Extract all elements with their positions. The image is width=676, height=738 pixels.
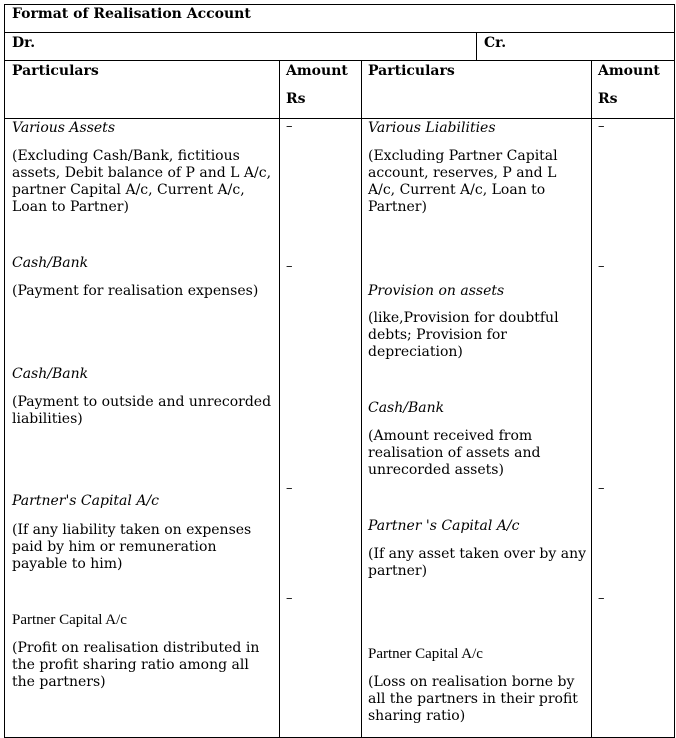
left-entry-line: (Payment for realisation expenses) xyxy=(12,283,259,299)
center-divider xyxy=(361,60,362,738)
right-entry-line: (If any asset taken over by any xyxy=(368,546,586,562)
amount-dash: – xyxy=(598,591,605,606)
left-entry-line: the profit sharing ratio among all xyxy=(12,657,249,673)
amount-dash: – xyxy=(598,119,605,134)
right-entry-line: all the partners in their profit xyxy=(368,691,578,707)
right-entry-line: (Excluding Partner Capital xyxy=(368,148,558,164)
left-entry-line: payable to him) xyxy=(12,556,123,572)
amount-dash: – xyxy=(286,119,293,134)
page-title: Format of Realisation Account xyxy=(12,6,251,22)
left-entry-line: partner Capital A/c, Current A/c, xyxy=(12,182,245,198)
right-entry-line: (like,Provision for doubtful xyxy=(368,310,559,326)
left-entry-heading: Partner's Capital A/c xyxy=(12,493,159,509)
right-entry-line: unrecorded assets) xyxy=(368,462,504,478)
left-entry-line: (Profit on realisation distributed in xyxy=(12,640,260,656)
left-entry-heading: Cash/Bank xyxy=(12,255,89,271)
right-entry-line: account, reserves, P and L xyxy=(368,165,557,181)
right-entry-line: A/c, Current A/c, Loan to xyxy=(368,182,546,198)
header-row-divider xyxy=(4,118,675,119)
left-entry-line: the partners) xyxy=(12,674,106,690)
right-entry-heading: Partner 's Capital A/c xyxy=(368,518,520,534)
left-entry-line: Loan to Partner) xyxy=(12,199,129,215)
drcr-row-divider xyxy=(4,60,675,61)
left-entry-heading: Various Assets xyxy=(12,120,115,136)
left-entry-heading: Partner Capital A/c xyxy=(12,612,127,628)
right-entry-line: realisation of assets and xyxy=(368,445,541,461)
right-entry-line: depreciation) xyxy=(368,344,463,360)
left-entry-line: assets, Debit balance of P and L A/c, xyxy=(12,165,272,181)
header-particulars-left: Particulars xyxy=(12,63,99,79)
amount-dash: – xyxy=(286,259,293,274)
header-amount-left-unit: Rs xyxy=(286,91,306,107)
drcr-divider xyxy=(476,32,477,60)
right-entry-line: partner) xyxy=(368,563,428,579)
amount-dash: – xyxy=(286,481,293,496)
right-entry-line: sharing ratio) xyxy=(368,708,466,724)
left-entry-line: liabilities) xyxy=(12,411,83,427)
right-entry-line: debts; Provision for xyxy=(368,327,507,343)
left-entry-line: (If any liability taken on expenses xyxy=(12,522,252,538)
left-entry-line: paid by him or remuneration xyxy=(12,539,217,555)
right-entry-heading: Provision on assets xyxy=(368,283,505,299)
right-entry-heading: Cash/Bank xyxy=(368,400,445,416)
right-entry-line: (Amount received from xyxy=(368,428,533,444)
right-entry-heading: Various Liabilities xyxy=(368,120,496,136)
amount-dash: – xyxy=(598,481,605,496)
credit-label: Cr. xyxy=(484,35,507,51)
amount-dash: – xyxy=(286,591,293,606)
left-particulars-divider xyxy=(279,60,280,738)
left-entry-heading: Cash/Bank xyxy=(12,366,89,382)
header-amount-right: Amount xyxy=(598,63,660,79)
amount-dash: – xyxy=(598,259,605,274)
header-amount-left: Amount xyxy=(286,63,348,79)
header-amount-right-unit: Rs xyxy=(598,91,618,107)
title-row-divider xyxy=(4,32,675,33)
right-entry-line: Partner) xyxy=(368,199,427,215)
right-entry-line: (Loss on realisation borne by xyxy=(368,674,575,690)
left-entry-line: (Payment to outside and unrecorded xyxy=(12,394,272,410)
debit-label: Dr. xyxy=(12,35,36,51)
right-particulars-divider xyxy=(591,60,592,738)
right-entry-heading: Partner Capital A/c xyxy=(368,646,483,662)
header-particulars-right: Particulars xyxy=(368,63,455,79)
left-entry-line: (Excluding Cash/Bank, fictitious xyxy=(12,148,240,164)
